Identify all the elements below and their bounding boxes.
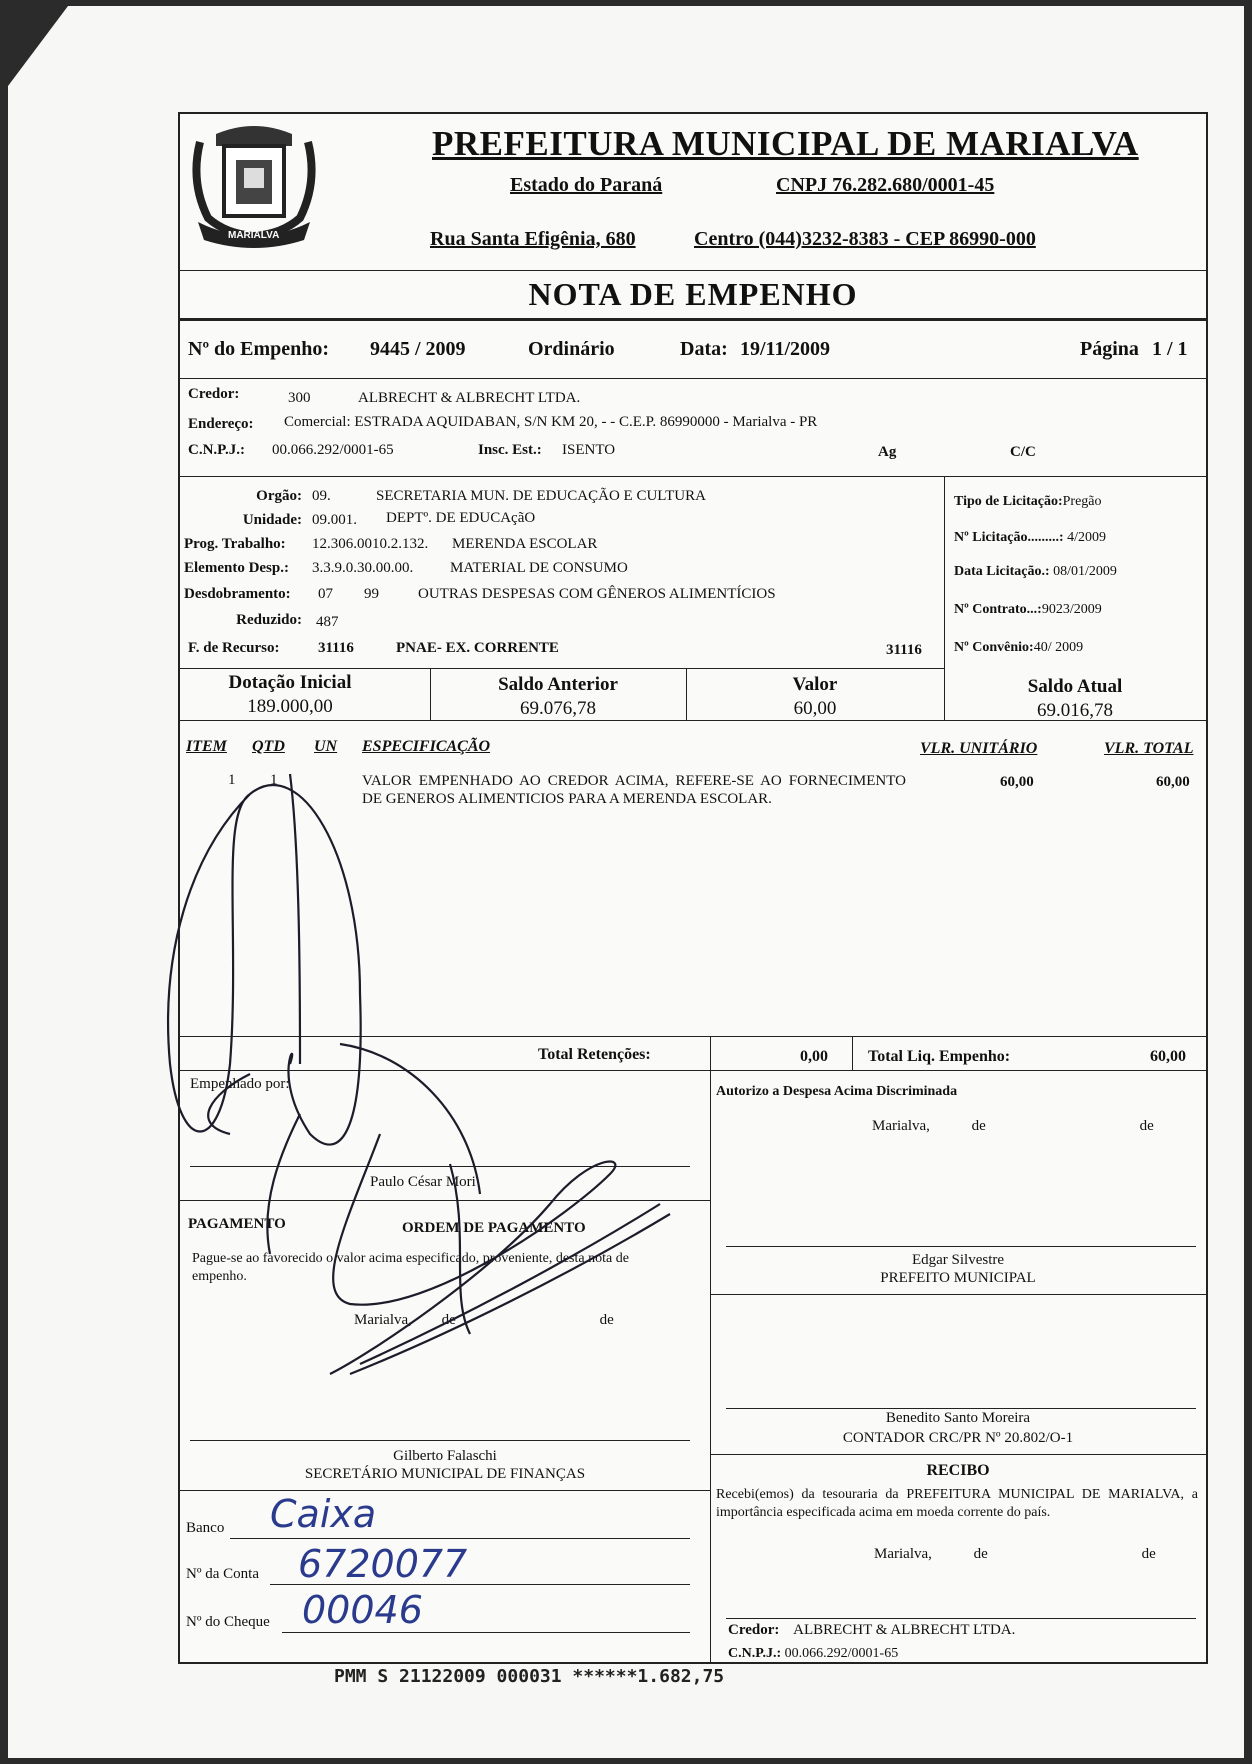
insc-value: ISENTO xyxy=(562,442,616,458)
cc-label: C/C xyxy=(1010,444,1036,460)
recibo-cnpj-label: C.N.P.J.: xyxy=(728,1646,782,1661)
prog-desc: MERENDA ESCOLAR xyxy=(452,536,598,552)
contrato xyxy=(954,602,1102,618)
unidade-label: Unidade: xyxy=(242,512,302,528)
convenio xyxy=(954,640,1083,656)
item-total-value: 60,00 xyxy=(1156,774,1190,790)
recibo-marialva: Marialva, xyxy=(874,1546,932,1562)
cheque-value: 00046 xyxy=(302,1588,423,1632)
doc-title: NOTA DE EMPENHO xyxy=(528,276,858,312)
desd-desc: OUTRAS DESPESAS COM GÊNEROS ALIMENTÍCIOS xyxy=(418,586,776,602)
marialva-date-1 xyxy=(872,1118,1154,1135)
endereco-label: Endereço: xyxy=(188,416,254,432)
document-sheet xyxy=(8,6,1244,1758)
payment-stamp: PMM S 21122009 000031 ******1.682,75 xyxy=(334,1666,725,1687)
empenho-type: Ordinário xyxy=(528,338,615,360)
crest-ribbon-text: MARIALVA xyxy=(228,230,280,241)
unidade-code: 09.001. xyxy=(312,512,357,528)
prog-code: 12.306.0010.2.132. xyxy=(312,536,429,552)
pagamento-de: de xyxy=(441,1312,456,1328)
page-label: Página xyxy=(1080,338,1139,360)
tipo-licitacao-label: Tipo de Licitação: xyxy=(954,494,1063,509)
pagamento-text: Pague-se ao favorecido o valor acima especificado, proveniente, desta nota de empenho. xyxy=(192,1251,629,1284)
page-value: 1 / 1 xyxy=(1152,338,1188,360)
endereco-value: Comercial: ESTRADA AQUIDABAN, S/N KM 20, - - C.E.P. 86990000 - Marialva - PR xyxy=(284,414,818,430)
header-centro: Centro (044)3232-8383 - CEP 86990-000 xyxy=(694,228,1036,250)
header-state: Estado do Paraná xyxy=(510,174,663,196)
orgao-code: 09. xyxy=(312,488,331,504)
empenho-number-label: Nº do Empenho: xyxy=(188,338,330,360)
prog-label: Prog. Trabalho: xyxy=(184,536,286,552)
de-label-1b: de xyxy=(1139,1118,1154,1134)
fonte-code: 31116 xyxy=(318,640,354,656)
col-un: UN xyxy=(314,738,338,755)
cheque-label: Nº do Cheque xyxy=(186,1614,270,1630)
ag-label: Ag xyxy=(878,444,897,460)
orgao-label: Orgão: xyxy=(256,488,302,504)
autorizo-text: Autorizo a Despesa Acima Discriminada xyxy=(716,1084,958,1099)
total-retencoes-label: Total Retenções: xyxy=(538,1046,651,1063)
contrato-label: Nº Contrato...: xyxy=(954,602,1042,617)
marialva-label-1: Marialva, xyxy=(872,1118,930,1134)
recibo-credor-label: Credor: xyxy=(728,1622,780,1638)
reduzido-value: 487 xyxy=(316,614,339,630)
elem-desc: MATERIAL DE CONSUMO xyxy=(450,560,628,576)
col-vlr-unitario: VLR. UNITÁRIO xyxy=(920,740,1038,757)
num-licitacao-label: Nº Licitação.........: xyxy=(954,530,1064,545)
fonte-code2: 31116 xyxy=(886,642,922,658)
banco-label: Banco xyxy=(186,1520,225,1536)
handwritten-signature xyxy=(150,734,710,1454)
elem-label: Elemento Desp.: xyxy=(184,560,289,576)
num-licitacao xyxy=(954,530,1106,546)
date-label: Data: xyxy=(680,338,728,360)
saldo-anterior-label: Saldo Anterior xyxy=(498,674,618,695)
orgao-desc: SECRETARIA MUN. DE EDUCAÇÃO E CULTURA xyxy=(376,488,706,504)
col-item: ITEM xyxy=(186,738,227,755)
recibo-cnpj xyxy=(728,1646,898,1662)
desd-code1: 07 xyxy=(318,586,333,602)
dotacao-value: 189.000,00 xyxy=(247,696,333,717)
elem-code: 3.3.9.0.30.00.00. xyxy=(312,560,414,576)
total-retencoes-value: 0,00 xyxy=(800,1048,828,1065)
recibo-credor-value: ALBRECHT & ALBRECHT LTDA. xyxy=(793,1622,1016,1638)
insc-label: Insc. Est.: xyxy=(478,442,542,458)
recibo-date xyxy=(874,1546,1156,1563)
recibo-text: Recebi(emos) da tesouraria da PREFEITURA MUNICIPAL DE MARIALVA, a importância especificada acima em moeda corrente do país. xyxy=(716,1487,1198,1520)
cnpj-label: C.N.P.J.: xyxy=(188,442,245,458)
recibo-de2: de xyxy=(1141,1546,1156,1562)
col-qtd: QTD xyxy=(252,738,285,755)
empenhado-por-label: Empenhado por: xyxy=(190,1076,290,1092)
convenio-value: 40/ 2009 xyxy=(1033,640,1084,655)
recibo-credor xyxy=(728,1622,1015,1639)
recibo-cnpj-value: 00.066.292/0001-65 xyxy=(784,1646,899,1661)
secretario-role: SECRETÁRIO MUNICIPAL DE FINANÇAS xyxy=(304,1466,586,1482)
pagamento-marialva: Marialva, xyxy=(354,1312,412,1328)
data-licitacao-label: Data Licitação.: xyxy=(954,564,1050,579)
empenhado-por-name: Paulo César Mori xyxy=(370,1174,476,1190)
recibo-title: RECIBO xyxy=(926,1462,990,1479)
data-licitacao-value: 08/01/2009 xyxy=(1053,564,1117,579)
saldo-atual-value: 69.016,78 xyxy=(1037,700,1113,721)
credor-code: 300 xyxy=(288,390,311,406)
num-licitacao-value: 4/2009 xyxy=(1067,530,1106,545)
banco-value: Caixa xyxy=(270,1492,377,1536)
item-number: 1 xyxy=(228,772,236,788)
col-vlr-total: VLR. TOTAL xyxy=(1104,740,1194,757)
saldo-anterior-value: 69.076,78 xyxy=(520,698,596,719)
item-qtd: 1 xyxy=(270,772,278,788)
secretario-name: Gilberto Falaschi xyxy=(393,1448,497,1464)
col-especificacao: ESPECIFICAÇÃO xyxy=(362,738,491,755)
header-address: Rua Santa Efigênia, 680 xyxy=(430,228,636,250)
empenho-number: 9445 / 2009 xyxy=(370,338,466,360)
fonte-desc: PNAE- EX. CORRENTE xyxy=(396,640,559,656)
nota-de-empenho-form xyxy=(178,112,1208,1664)
total-liq-label: Total Liq. Empenho: xyxy=(868,1048,1011,1065)
total-liq-value: 60,00 xyxy=(1150,1048,1186,1065)
recibo-de: de xyxy=(973,1546,988,1562)
credor-name: ALBRECHT & ALBRECHT LTDA. xyxy=(358,390,581,406)
de-label-1: de xyxy=(971,1118,986,1134)
unidade-desc: DEPTº. DE EDUCAçãO xyxy=(386,510,536,526)
desd-label: Desdobramento: xyxy=(184,586,291,602)
fonte-label: F. de Recurso: xyxy=(188,640,280,656)
prefeito-role: PREFEITO MUNICIPAL xyxy=(880,1270,1036,1286)
conta-label: Nº da Conta xyxy=(186,1566,259,1582)
ordem-pagamento: ORDEM DE PAGAMENTO xyxy=(402,1220,586,1236)
data-licitacao xyxy=(954,564,1117,580)
saldo-atual-label: Saldo Atual xyxy=(1027,676,1123,697)
valor-value: 60,00 xyxy=(793,698,837,719)
tipo-licitacao-value: Pregão xyxy=(1062,494,1102,509)
pagamento-de2: de xyxy=(599,1312,614,1328)
cnpj-value: 00.066.292/0001-65 xyxy=(272,442,394,458)
item-unit-value: 60,00 xyxy=(1000,774,1034,790)
convenio-label: Nº Convênio: xyxy=(954,640,1034,655)
header-title: PREFEITURA MUNICIPAL DE MARIALVA xyxy=(432,124,1139,163)
contrato-value: 9023/2009 xyxy=(1041,602,1102,617)
tipo-licitacao xyxy=(954,494,1102,510)
pagamento-label: PAGAMENTO xyxy=(188,1216,286,1232)
item-specification: VALOR EMPENHADO AO CREDOR ACIMA, REFERE-SE AO FORNECIMENTO DE GENEROS ALIMENTICIOS PARA A MERENDA ESCOLAR. xyxy=(362,773,906,807)
reduzido-label: Reduzido: xyxy=(236,612,302,628)
valor-label: Valor xyxy=(792,674,838,695)
contador-name: Benedito Santo Moreira xyxy=(885,1410,1031,1426)
date-value: 19/11/2009 xyxy=(740,338,831,360)
dotacao-label: Dotação Inicial xyxy=(228,672,352,693)
conta-value: 6720077 xyxy=(298,1542,468,1586)
municipal-crest xyxy=(186,122,322,252)
credor-label: Credor: xyxy=(188,386,240,402)
folded-corner xyxy=(8,6,68,86)
prefeito-name: Edgar Silvestre xyxy=(911,1252,1005,1268)
contador-role: CONTADOR CRC/PR Nº 20.802/O-1 xyxy=(842,1430,1074,1446)
header-cnpj: CNPJ 76.282.680/0001-45 xyxy=(776,174,995,196)
desd-code2: 99 xyxy=(364,586,379,602)
